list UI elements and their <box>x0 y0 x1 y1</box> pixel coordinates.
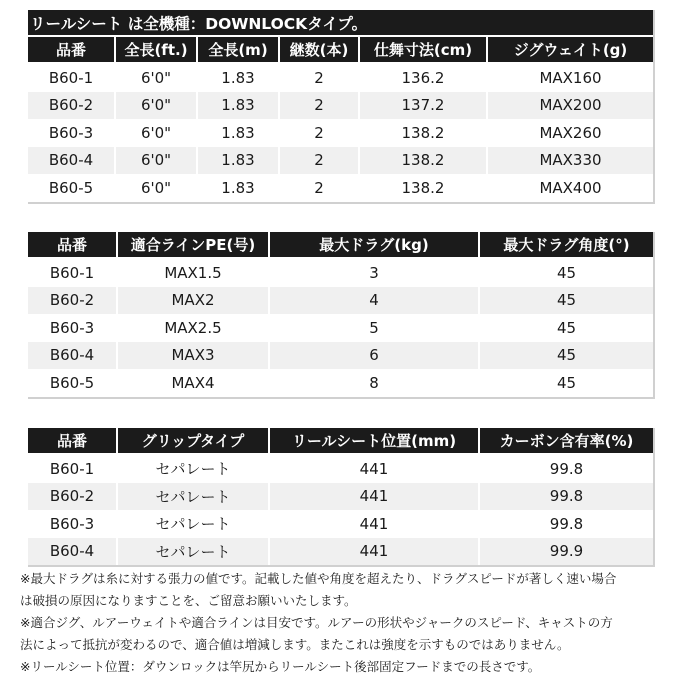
table-row <box>28 92 653 120</box>
table-body <box>28 259 653 397</box>
table-row <box>28 369 653 397</box>
table-row <box>28 174 653 202</box>
table-row <box>28 287 653 315</box>
table-cell: 1.83 <box>198 119 280 147</box>
table-cell: 45 <box>480 287 653 315</box>
table-row <box>28 510 653 538</box>
table-cell: 2 <box>280 174 360 202</box>
table-cell: MAX2.5 <box>118 314 270 342</box>
table-cell: 3 <box>270 259 480 287</box>
table-cell: 99.9 <box>480 538 653 566</box>
table-cell: 441 <box>270 455 480 483</box>
table-cell: 441 <box>270 483 480 511</box>
table-cell: 6 <box>270 342 480 370</box>
header-pieces: 継数(本) <box>280 37 360 64</box>
header-model: 品番 <box>28 232 118 259</box>
table-header-row <box>28 37 653 64</box>
table-cell: MAX1.5 <box>118 259 270 287</box>
table-cell: 99.8 <box>480 455 653 483</box>
cell-model: B60-2 <box>28 92 116 120</box>
header-max-drag: 最大ドラグ(kg) <box>270 232 480 259</box>
cell-model: B60-3 <box>28 119 116 147</box>
header-carbon-content: カーボン含有率(%) <box>480 428 653 455</box>
table-cell: 2 <box>280 64 360 92</box>
table-cell: 138.2 <box>360 119 488 147</box>
header-jig-weight: ジグウェイト(g) <box>488 37 653 64</box>
cell-model: B60-4 <box>28 147 116 175</box>
cell-model: B60-5 <box>28 369 118 397</box>
table-cell: 1.83 <box>198 147 280 175</box>
table-cell: MAX2 <box>118 287 270 315</box>
table-cell: 45 <box>480 342 653 370</box>
table-cell: 6'0" <box>116 119 198 147</box>
header-model: 品番 <box>28 37 116 64</box>
cell-model: B60-2 <box>28 483 118 511</box>
table-cell: 1.83 <box>198 64 280 92</box>
table-cell: 45 <box>480 259 653 287</box>
cell-model: B60-5 <box>28 174 116 202</box>
table-row <box>28 455 653 483</box>
table-row <box>28 119 653 147</box>
table-cell: MAX400 <box>488 174 653 202</box>
table-cell: セパレート <box>118 483 270 511</box>
table-cell: セパレート <box>118 455 270 483</box>
spec-table-basic <box>28 10 655 204</box>
spec-table-line-drag <box>28 232 655 399</box>
table-cell: 2 <box>280 92 360 120</box>
table-row <box>28 259 653 287</box>
header-closed-length: 仕舞寸法(cm) <box>360 37 488 64</box>
table-cell: 45 <box>480 369 653 397</box>
cell-model: B60-1 <box>28 259 118 287</box>
table-body <box>28 64 653 202</box>
table-cell: MAX200 <box>488 92 653 120</box>
table-cell: 4 <box>270 287 480 315</box>
table-cell: 99.8 <box>480 483 653 511</box>
table-cell: 5 <box>270 314 480 342</box>
header-grip-type: グリップタイプ <box>118 428 270 455</box>
table-cell: MAX4 <box>118 369 270 397</box>
table-header-row <box>28 232 653 259</box>
table-title-row <box>28 10 653 37</box>
cell-model: B60-4 <box>28 342 118 370</box>
table-cell: 2 <box>280 119 360 147</box>
table-row <box>28 314 653 342</box>
header-max-drag-angle: 最大ドラグ角度(°) <box>480 232 653 259</box>
table-cell: 99.8 <box>480 510 653 538</box>
table-row <box>28 483 653 511</box>
table-cell: 6'0" <box>116 92 198 120</box>
cell-model: B60-1 <box>28 64 116 92</box>
table-cell: 6'0" <box>116 64 198 92</box>
table-cell: 441 <box>270 538 480 566</box>
cell-model: B60-3 <box>28 314 118 342</box>
table-cell: セパレート <box>118 510 270 538</box>
table-cell: 45 <box>480 314 653 342</box>
cell-model: B60-2 <box>28 287 118 315</box>
table-title: リールシート は全機種：DOWNLOCKタイプ。 <box>28 10 653 37</box>
table-cell: 1.83 <box>198 174 280 202</box>
header-length-m: 全長(m) <box>198 37 280 64</box>
footnote-line: ※適合ジグ、ルアーウェイトや適合ラインは目安です。ルアーの形状やジャークのスピード、キャストの方 <box>20 615 613 630</box>
table-cell: 6'0" <box>116 147 198 175</box>
header-length-ft: 全長(ft.) <box>116 37 198 64</box>
header-line-pe: 適合ラインPE(号) <box>118 232 270 259</box>
table-row <box>28 64 653 92</box>
header-reel-seat-position: リールシート位置(mm) <box>270 428 480 455</box>
table-cell: 1.83 <box>198 92 280 120</box>
table-cell: MAX330 <box>488 147 653 175</box>
cell-model: B60-1 <box>28 455 118 483</box>
footnote-line: ※リールシート位置：ダウンロックは竿尻からリールシート後部固定フードまでの長さです。 <box>20 659 541 674</box>
footnote-line: ※最大ドラグは糸に対する張力の値です。記載した値や角度を超えたり、ドラグスピードが著しく速い場合 <box>20 571 617 586</box>
table-cell: 2 <box>280 147 360 175</box>
footnote-line: 法によって抵抗が変わるので、適合値は増減します。またこれは強度を示すものではありません。 <box>20 637 570 652</box>
table-cell: 8 <box>270 369 480 397</box>
spec-table-grip-carbon <box>28 428 655 567</box>
table-cell: 136.2 <box>360 64 488 92</box>
table-cell: MAX3 <box>118 342 270 370</box>
table-cell: 138.2 <box>360 147 488 175</box>
table-row <box>28 147 653 175</box>
cell-model: B60-3 <box>28 510 118 538</box>
table-cell: 138.2 <box>360 174 488 202</box>
cell-model: B60-4 <box>28 538 118 566</box>
footnote-line: は破損の原因になりますことを、ご留意お願いいたします。 <box>20 593 357 608</box>
table-row <box>28 538 653 566</box>
table-body <box>28 455 653 565</box>
table-cell: MAX260 <box>488 119 653 147</box>
table-cell: 441 <box>270 510 480 538</box>
table-cell: 137.2 <box>360 92 488 120</box>
table-header-row <box>28 428 653 455</box>
table-cell: MAX160 <box>488 64 653 92</box>
footnotes <box>20 568 670 678</box>
table-cell: 6'0" <box>116 174 198 202</box>
header-model: 品番 <box>28 428 118 455</box>
table-row <box>28 342 653 370</box>
table-cell: セパレート <box>118 538 270 566</box>
